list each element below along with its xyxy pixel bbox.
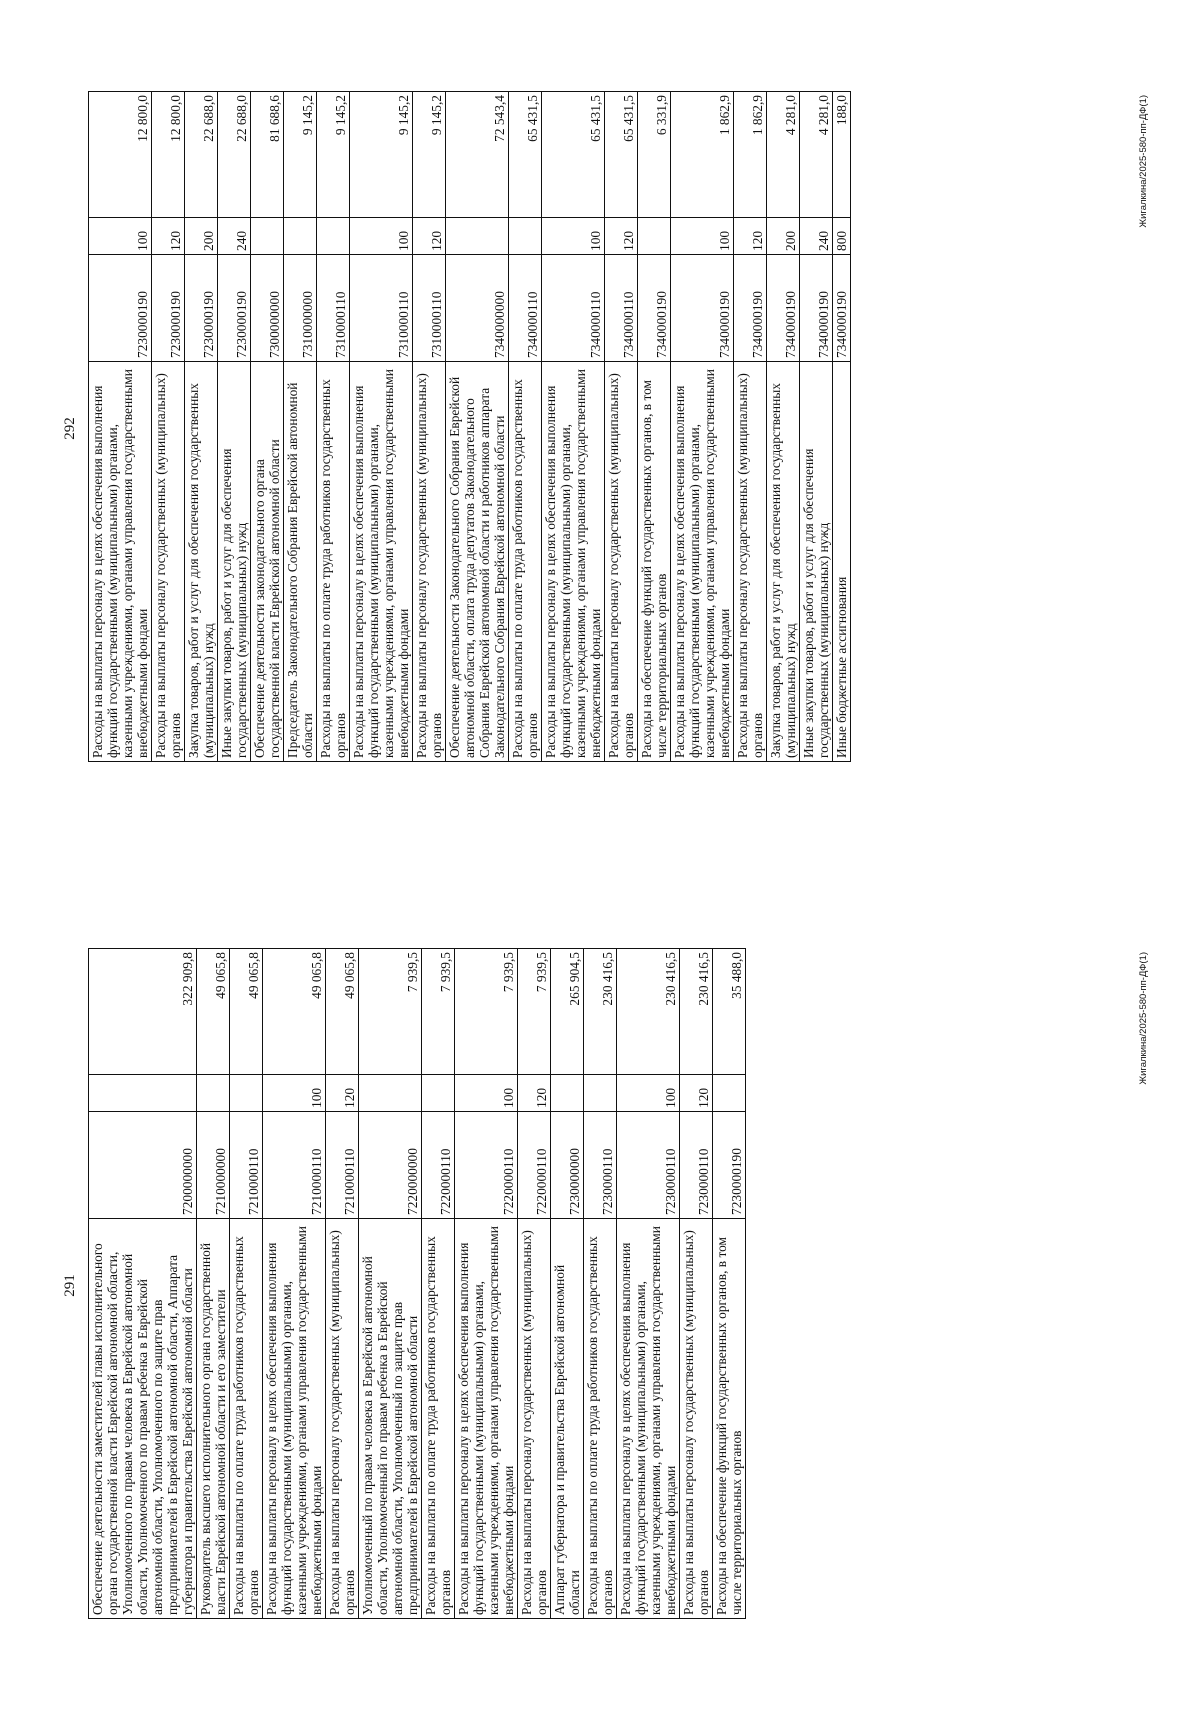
row-amount: 7 939,5 bbox=[518, 949, 551, 1075]
row-description: Иные бюджетные ассигнования bbox=[833, 362, 851, 762]
row-description: Расходы на выплаты по оплате труда работников государственных органов bbox=[422, 1219, 455, 1619]
row-expense-type-code bbox=[584, 1075, 617, 1112]
table-row bbox=[671, 92, 734, 762]
row-expense-type-code bbox=[251, 218, 284, 255]
row-target-code: 7230000190 bbox=[218, 255, 251, 362]
footer-stamp: Жигалкина/2025-580-пп-ДФ(1) bbox=[1138, 952, 1149, 1085]
budget-table bbox=[88, 91, 851, 762]
row-target-code: 7310000000 bbox=[284, 255, 317, 362]
row-amount: 9 145,2 bbox=[413, 92, 446, 218]
row-target-code: 7310000110 bbox=[350, 255, 413, 362]
table-row bbox=[413, 92, 446, 762]
row-target-code: 7230000110 bbox=[617, 1112, 680, 1219]
row-amount: 35 488,0 bbox=[713, 949, 746, 1075]
row-description: Расходы на выплаты персоналу государственных (муниципальных) органов bbox=[680, 1219, 713, 1619]
row-amount: 81 688,6 bbox=[251, 92, 284, 218]
document-page-left bbox=[0, 857, 1200, 1714]
row-expense-type-code bbox=[551, 1075, 584, 1112]
table-row bbox=[584, 949, 617, 1619]
row-expense-type-code bbox=[230, 1075, 263, 1112]
row-target-code: 7220000000 bbox=[359, 1112, 422, 1219]
row-amount: 65 431,5 bbox=[509, 92, 542, 218]
row-amount: 49 065,8 bbox=[263, 949, 326, 1075]
row-target-code: 7340000190 bbox=[734, 255, 767, 362]
row-amount: 230 416,5 bbox=[584, 949, 617, 1075]
row-description: Обеспечение деятельности заместителей главы исполнительного органа государственной власти Еврейской автономной области, Уполномоченного по правам человека в Еврейской автономной области, Уполномоченного по правам ребенка в Еврейской автономной области, Уполномоченного по защите прав предпринимателей в Еврейской автономной области, Аппарата губернатора и правительства Еврейской автономной области bbox=[89, 1219, 197, 1619]
budget-table bbox=[88, 948, 746, 1619]
table-row bbox=[455, 949, 518, 1619]
row-expense-type-code: 240 bbox=[800, 218, 833, 255]
row-expense-type-code: 100 bbox=[263, 1075, 326, 1112]
row-description: Расходы на выплаты персоналу в целях обеспечения выполнения функций государственными (муниципальными) органами, казенными учреждениями, органами управления государственными внебюджетными фондами bbox=[671, 362, 734, 762]
row-amount: 230 416,5 bbox=[617, 949, 680, 1075]
row-amount: 9 145,2 bbox=[317, 92, 350, 218]
row-expense-type-code bbox=[446, 218, 509, 255]
row-expense-type-code: 100 bbox=[671, 218, 734, 255]
row-amount: 49 065,8 bbox=[230, 949, 263, 1075]
row-amount: 9 145,2 bbox=[284, 92, 317, 218]
row-amount: 72 543,4 bbox=[446, 92, 509, 218]
table-row bbox=[422, 949, 455, 1619]
row-amount: 6 331,9 bbox=[638, 92, 671, 218]
row-expense-type-code bbox=[638, 218, 671, 255]
row-description: Иные закупки товаров, работ и услуг для обеспечения государственных (муниципальных) нужд bbox=[800, 362, 833, 762]
row-description: Расходы на выплаты персоналу в целях обеспечения выполнения функций государственными (муниципальными) органами, казенными учреждениями, органами управления государственными внебюджетными фондами bbox=[542, 362, 605, 762]
table-row bbox=[350, 92, 413, 762]
row-amount: 7 939,5 bbox=[359, 949, 422, 1075]
row-target-code: 7340000000 bbox=[446, 255, 509, 362]
row-expense-type-code bbox=[284, 218, 317, 255]
row-description: Расходы на выплаты персоналу государственных (муниципальных) органов bbox=[326, 1219, 359, 1619]
table-row bbox=[152, 92, 185, 762]
row-amount: 9 145,2 bbox=[350, 92, 413, 218]
row-expense-type-code: 100 bbox=[455, 1075, 518, 1112]
row-amount: 49 065,8 bbox=[197, 949, 230, 1075]
row-description: Руководитель высшего исполнительного органа государственной власти Еврейской автономной области и его заместители bbox=[197, 1219, 230, 1619]
table-row bbox=[617, 949, 680, 1619]
row-target-code: 7220000110 bbox=[422, 1112, 455, 1219]
row-expense-type-code: 120 bbox=[326, 1075, 359, 1112]
row-description: Расходы на выплаты персоналу в целях обеспечения выполнения функций государственными (муниципальными) органами, казенными учреждениями, органами управления государственными внебюджетными фондами bbox=[350, 362, 413, 762]
row-amount: 12 800,0 bbox=[152, 92, 185, 218]
row-target-code: 7230000190 bbox=[713, 1112, 746, 1219]
row-amount: 22 688,0 bbox=[218, 92, 251, 218]
row-description: Иные закупки товаров, работ и услуг для обеспечения государственных (муниципальных) нужд bbox=[218, 362, 251, 762]
row-expense-type-code: 120 bbox=[413, 218, 446, 255]
table-row bbox=[542, 92, 605, 762]
row-target-code: 7220000110 bbox=[518, 1112, 551, 1219]
row-expense-type-code: 120 bbox=[734, 218, 767, 255]
footer-stamp: Жигалкина/2025-580-пп-ДФ(1) bbox=[1138, 95, 1149, 228]
table-row bbox=[185, 92, 218, 762]
row-target-code: 7340000110 bbox=[542, 255, 605, 362]
row-description: Уполномоченный по правам человека в Еврейской автономной области, Уполномоченный по правам ребенка в Еврейской автономной области, Уполномоченный по защите прав предпринимателей в Еврейской автономной области bbox=[359, 1219, 422, 1619]
row-expense-type-code bbox=[317, 218, 350, 255]
page-number: 291 bbox=[62, 1274, 78, 1297]
table-row bbox=[89, 949, 197, 1619]
row-expense-type-code: 100 bbox=[617, 1075, 680, 1112]
row-description: Расходы на выплаты персоналу государственных (муниципальных) органов bbox=[734, 362, 767, 762]
row-amount: 1 862,9 bbox=[734, 92, 767, 218]
row-amount: 65 431,5 bbox=[605, 92, 638, 218]
row-target-code: 7220000110 bbox=[455, 1112, 518, 1219]
row-target-code: 7230000110 bbox=[584, 1112, 617, 1219]
row-target-code: 7230000000 bbox=[551, 1112, 584, 1219]
row-expense-type-code: 200 bbox=[185, 218, 218, 255]
row-amount: 7 939,5 bbox=[422, 949, 455, 1075]
row-expense-type-code bbox=[422, 1075, 455, 1112]
row-description: Председатель Законодательного Собрания Еврейской автономной области bbox=[284, 362, 317, 762]
row-amount: 4 281,0 bbox=[800, 92, 833, 218]
row-amount: 230 416,5 bbox=[680, 949, 713, 1075]
row-target-code: 7210000110 bbox=[263, 1112, 326, 1219]
table-row bbox=[833, 92, 851, 762]
row-target-code: 7310000110 bbox=[413, 255, 446, 362]
table-row bbox=[767, 92, 800, 762]
row-target-code: 7300000000 bbox=[251, 255, 284, 362]
table-row bbox=[605, 92, 638, 762]
row-description: Расходы на выплаты персоналу государственных (муниципальных) органов bbox=[413, 362, 446, 762]
row-target-code: 7340000190 bbox=[833, 255, 851, 362]
row-target-code: 7340000190 bbox=[767, 255, 800, 362]
row-amount: 188,0 bbox=[833, 92, 851, 218]
row-target-code: 7340000110 bbox=[509, 255, 542, 362]
row-description: Расходы на выплаты персоналу государственных (муниципальных) органов bbox=[605, 362, 638, 762]
row-description: Расходы на обеспечение функций государственных органов, в том числе территориальных органов bbox=[713, 1219, 746, 1619]
row-expense-type-code: 240 bbox=[218, 218, 251, 255]
row-description: Расходы на выплаты персоналу государственных (муниципальных) органов bbox=[152, 362, 185, 762]
row-target-code: 7200000000 bbox=[89, 1112, 197, 1219]
row-expense-type-code bbox=[509, 218, 542, 255]
table-row bbox=[509, 92, 542, 762]
row-description: Обеспечение деятельности законодательного органа государственной власти Еврейской автономной области bbox=[251, 362, 284, 762]
row-amount: 4 281,0 bbox=[767, 92, 800, 218]
row-expense-type-code bbox=[713, 1075, 746, 1112]
row-amount: 49 065,8 bbox=[326, 949, 359, 1075]
row-expense-type-code: 100 bbox=[89, 218, 152, 255]
row-description: Расходы на выплаты по оплате труда работников государственных органов bbox=[584, 1219, 617, 1619]
table-row bbox=[218, 92, 251, 762]
row-description: Расходы на выплаты персоналу в целях обеспечения выполнения функций государственными (муниципальными) органами, казенными учреждениями, органами управления государственными внебюджетными фондами bbox=[89, 362, 152, 762]
row-description: Расходы на выплаты персоналу государственных (муниципальных) органов bbox=[518, 1219, 551, 1619]
row-target-code: 7310000110 bbox=[317, 255, 350, 362]
row-expense-type-code: 120 bbox=[680, 1075, 713, 1112]
table-row bbox=[446, 92, 509, 762]
table-row bbox=[89, 92, 152, 762]
table-row bbox=[284, 92, 317, 762]
table-row bbox=[680, 949, 713, 1619]
row-target-code: 7340000190 bbox=[800, 255, 833, 362]
row-expense-type-code: 800 bbox=[833, 218, 851, 255]
row-expense-type-code: 100 bbox=[542, 218, 605, 255]
page-number: 292 bbox=[62, 417, 78, 440]
row-amount: 12 800,0 bbox=[89, 92, 152, 218]
table-row bbox=[638, 92, 671, 762]
row-target-code: 7230000190 bbox=[89, 255, 152, 362]
table-row bbox=[734, 92, 767, 762]
row-description: Расходы на выплаты персоналу в целях обеспечения выполнения функций государственными (муниципальными) органами, казенными учреждениями, органами управления государственными внебюджетными фондами bbox=[617, 1219, 680, 1619]
row-expense-type-code: 120 bbox=[152, 218, 185, 255]
row-description: Закупка товаров, работ и услуг для обеспечения государственных (муниципальных) нужд bbox=[767, 362, 800, 762]
row-description: Расходы на выплаты по оплате труда работников государственных органов bbox=[317, 362, 350, 762]
row-description: Закупка товаров, работ и услуг для обеспечения государственных (муниципальных) нужд bbox=[185, 362, 218, 762]
row-target-code: 7340000190 bbox=[671, 255, 734, 362]
row-target-code: 7340000190 bbox=[638, 255, 671, 362]
row-amount: 322 909,8 bbox=[89, 949, 197, 1075]
row-expense-type-code bbox=[359, 1075, 422, 1112]
row-target-code: 7210000110 bbox=[230, 1112, 263, 1219]
row-expense-type-code: 200 bbox=[767, 218, 800, 255]
table-row bbox=[551, 949, 584, 1619]
table-row bbox=[713, 949, 746, 1619]
row-amount: 22 688,0 bbox=[185, 92, 218, 218]
row-amount: 7 939,5 bbox=[455, 949, 518, 1075]
table-row bbox=[251, 92, 284, 762]
row-amount: 1 862,9 bbox=[671, 92, 734, 218]
row-target-code: 7210000110 bbox=[326, 1112, 359, 1219]
table-row bbox=[326, 949, 359, 1619]
table-row bbox=[197, 949, 230, 1619]
table-row bbox=[317, 92, 350, 762]
table-row bbox=[230, 949, 263, 1619]
row-description: Расходы на выплаты по оплате труда работников государственных органов bbox=[509, 362, 542, 762]
row-target-code: 7340000110 bbox=[605, 255, 638, 362]
row-target-code: 7210000000 bbox=[197, 1112, 230, 1219]
row-description: Расходы на выплаты персоналу в целях обеспечения выполнения функций государственными (муниципальными) органами, казенными учреждениями, органами управления государственными внебюджетными фондами bbox=[263, 1219, 326, 1619]
table-row bbox=[359, 949, 422, 1619]
row-amount: 65 431,5 bbox=[542, 92, 605, 218]
row-expense-type-code bbox=[197, 1075, 230, 1112]
row-expense-type-code: 120 bbox=[518, 1075, 551, 1112]
row-target-code: 7230000190 bbox=[185, 255, 218, 362]
row-description: Обеспечение деятельности Законодательного Собрания Еврейской автономной области, оплата труда депутатов Законодательного Собрания Еврейской автономной области и работников аппарата Законодательного Собрания Еврейской автономной области bbox=[446, 362, 509, 762]
table-row bbox=[263, 949, 326, 1619]
row-description: Аппарат губернатора и правительства Еврейской автономной области bbox=[551, 1219, 584, 1619]
row-description: Расходы на выплаты персоналу в целях обеспечения выполнения функций государственными (муниципальными) органами, казенными учреждениями, органами управления государственными внебюджетными фондами bbox=[455, 1219, 518, 1619]
table-row bbox=[800, 92, 833, 762]
row-expense-type-code bbox=[89, 1075, 197, 1112]
row-expense-type-code: 100 bbox=[350, 218, 413, 255]
row-target-code: 7230000190 bbox=[152, 255, 185, 362]
row-description: Расходы на выплаты по оплате труда работников государственных органов bbox=[230, 1219, 263, 1619]
row-description: Расходы на обеспечение функций государственных органов, в том числе территориальных органов bbox=[638, 362, 671, 762]
table-row bbox=[518, 949, 551, 1619]
row-expense-type-code: 120 bbox=[605, 218, 638, 255]
row-amount: 265 904,5 bbox=[551, 949, 584, 1075]
row-target-code: 7230000110 bbox=[680, 1112, 713, 1219]
